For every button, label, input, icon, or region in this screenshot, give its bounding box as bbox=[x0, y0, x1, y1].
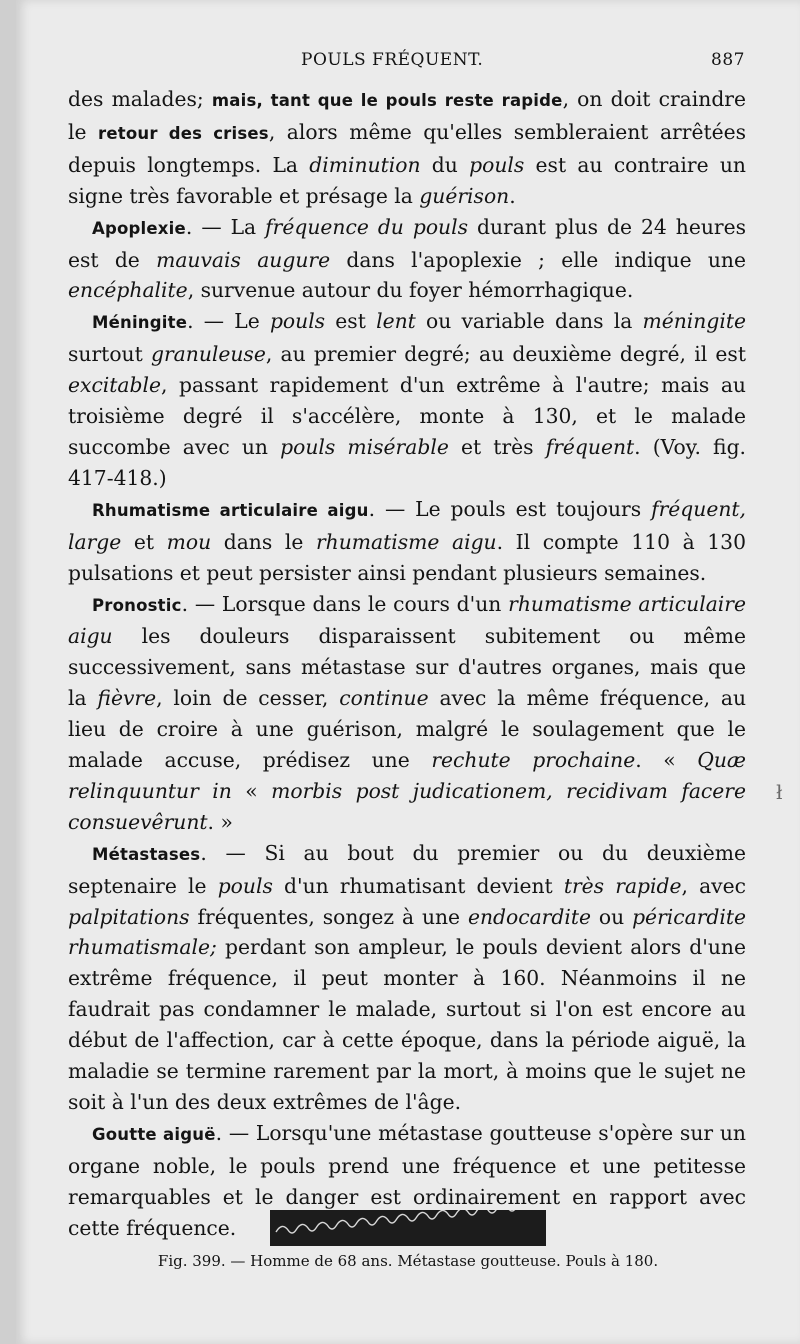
section-heading: Pronostic bbox=[92, 595, 182, 615]
page-number: 887 bbox=[711, 50, 745, 70]
paragraph-goutte: Goutte aiguë. — Lorsqu'une métastase goutteuse s'opère sur un organe noble, le pouls prend une fréquence et une petitesse remarquables et le danger est ordinairement en rapport avec cette fréquence. bbox=[68, 1120, 746, 1240]
paragraph-pronostic: Pronostic. — Lorsque dans le cours d'un rhumatisme articulaire aigu les douleurs disparaissent subitement ou même successivement, sans métastase sur d'autres organes, mais que la fièvre, loin de cesser, continue avec la même fréquence, au lieu de croire à une guérison, malgré le soulagement que le malade accuse, prédisez une rechute prochaine. « Quæ relinquuntur in « morbis post judicationem, recidivam facere consuevêrunt. » bbox=[68, 591, 747, 834]
paragraph-meningite: Méningite. — Le pouls est lent ou variable dans la méningite surtout granuleuse, au premier degré; au deuxième degré, il est excitable, passant rapidement d'un extrême à l'autre; mais au troisième degré il s'accélère, monte à 130, et le malade succombe avec un pouls misérable et très fréquent. (Voy. fig. 417-418.) bbox=[68, 309, 747, 490]
figure-caption: Fig. 399. — Homme de 68 ans. Métastase goutteuse. Pouls à 180. bbox=[157, 1252, 659, 1270]
section-heading: Méningite bbox=[92, 313, 188, 333]
margin-pencil-mark: ł bbox=[776, 780, 783, 804]
section-heading: Métastases bbox=[92, 844, 201, 864]
section-heading: Rhumatisme articulaire aigu bbox=[92, 500, 369, 520]
pulse-tracing-waveform bbox=[270, 1210, 546, 1246]
section-heading: Goutte aiguë bbox=[92, 1124, 216, 1144]
paragraph-apoplexie: Apoplexie. — La fréquence du pouls durant plus de 24 heures est de mauvais augure dans l'apoplexie ; elle indique une encéphalite, survenue autour du foyer hémorrhagique. bbox=[68, 214, 746, 303]
book-page bbox=[16, 0, 800, 1344]
section-heading: Apoplexie bbox=[92, 218, 186, 238]
bold-phrase: retour des crises bbox=[98, 123, 269, 143]
pulse-tracing-figure bbox=[270, 1210, 546, 1246]
paragraph-rhumatisme: Rhumatisme articulaire aigu. — Le pouls est toujours fréquent, large et mou dans le rhumatisme aigu. Il compte 110 à 130 pulsations et peut persister ainsi pendant plusieurs semaines. bbox=[68, 496, 746, 585]
bold-phrase: mais, tant que le pouls reste rapide bbox=[211, 91, 563, 110]
running-title: POULS FRÉQUENT. bbox=[301, 50, 484, 70]
running-header bbox=[16, 50, 800, 76]
paragraph-metastases: Métastases. — Si au bout du premier ou du deuxième septenaire le pouls d'un rhumatisant devient très rapide, avec palpitations fréquentes, songez à une endocardite ou péricardite rhumatismale; perdant son ampleur, le pouls devient alors d'une extrême fréquence, il peut monter à 160. Néanmoins il ne faudrait pas condamner le malade, surtout si l'on est encore au début de l'affection, car à cette époque, dans la période aiguë, la maladie se termine rarement par la mort, à moins que le sujet ne soit à l'un des deux extrêmes de l'âge. bbox=[68, 840, 747, 1114]
body-text bbox=[68, 84, 746, 1244]
paragraph-continuation: des malades; mais, tant que le pouls reste rapide, on doit craindre le retour des crises, alors même qu'elles sembleraient arrêtées depuis longtemps. La diminution du pouls est au contraire un signe très favorable et présage la guérison. bbox=[68, 87, 747, 208]
